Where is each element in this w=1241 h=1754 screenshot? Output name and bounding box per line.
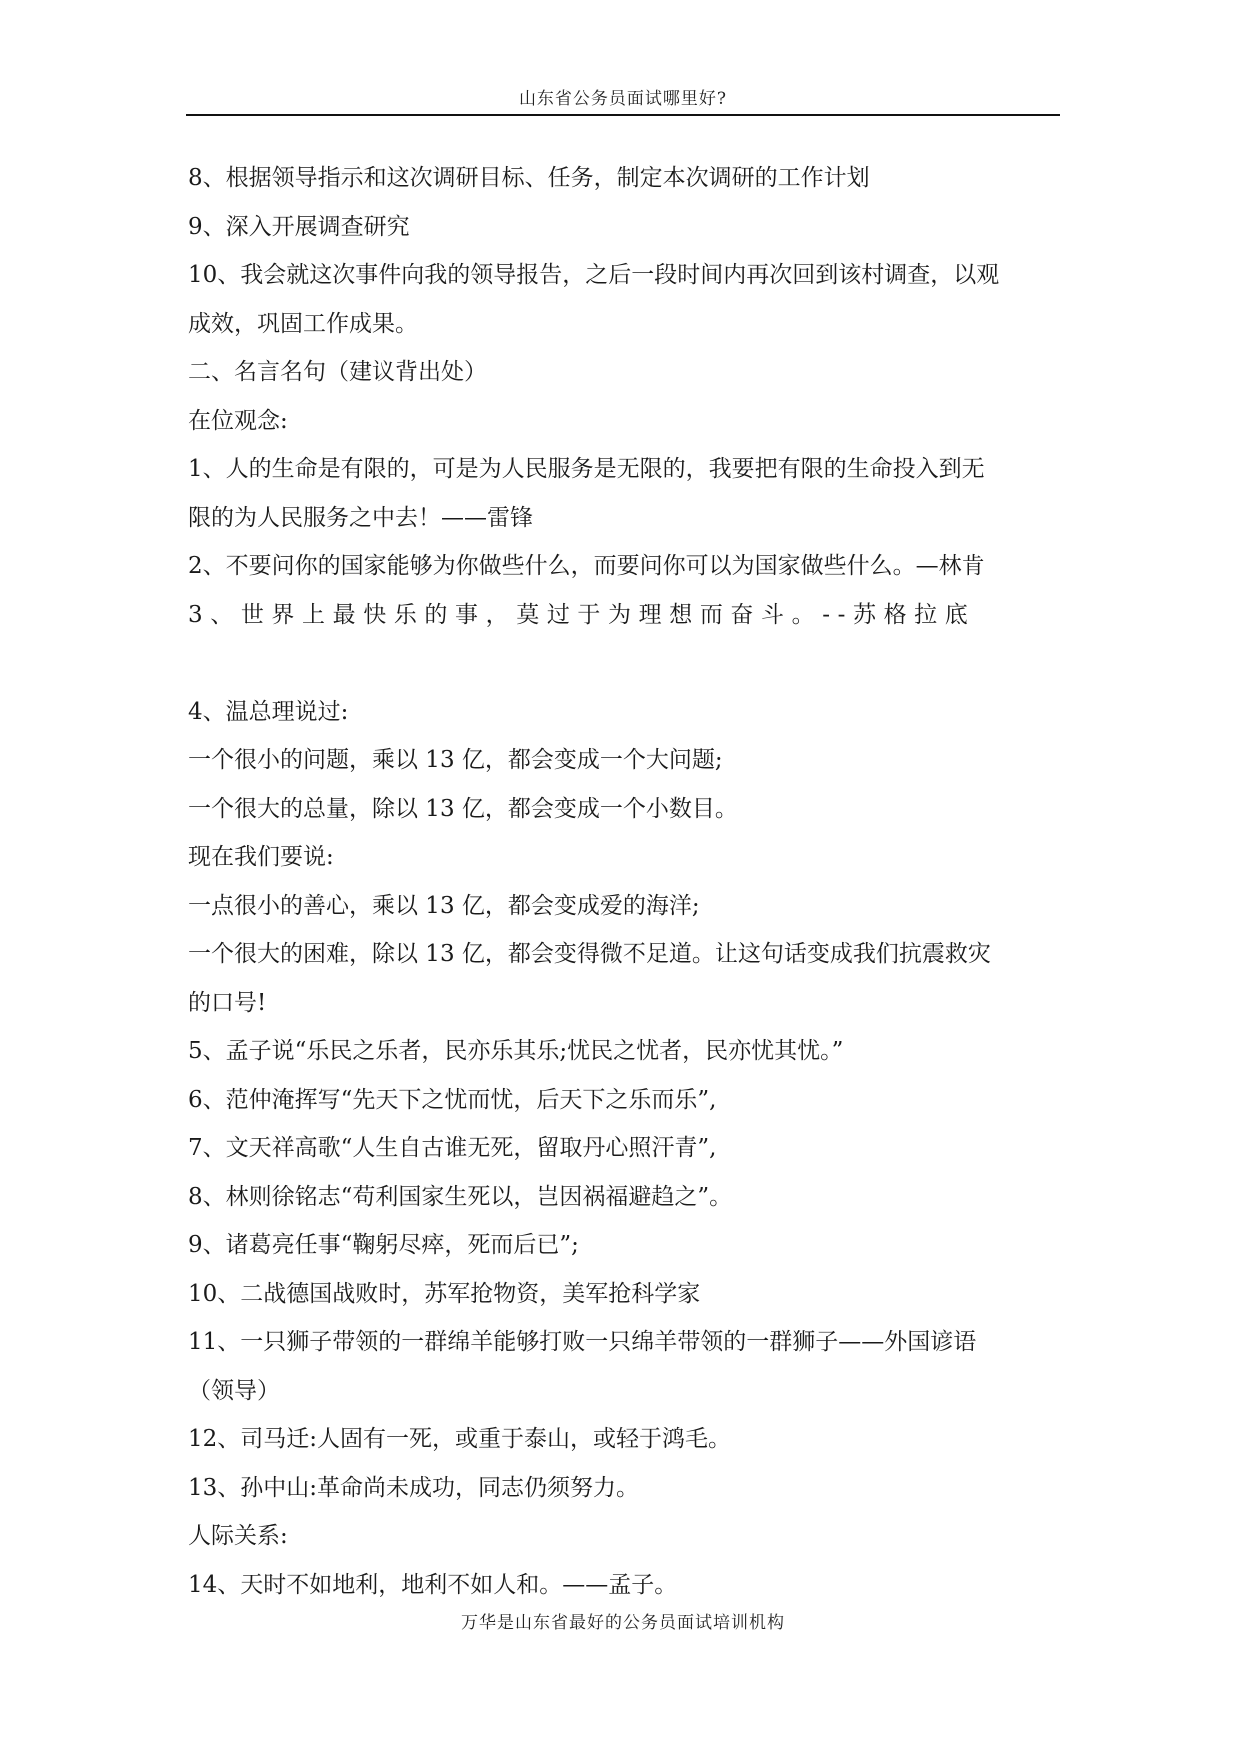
text-line: 12、司马迁:人固有一死，或重于泰山，或轻于鸿毛。 bbox=[188, 1426, 732, 1452]
document-body bbox=[188, 154, 1060, 1609]
text-line: 5、孟子说“乐民之乐者，民亦乐其乐;忧民之忧者，民亦忧其忧。” bbox=[188, 1038, 844, 1064]
text-line: 4、温总理说过: bbox=[188, 698, 349, 725]
text-line: 8、林则徐铭志“苟利国家生死以，岂因祸福避趋之”。 bbox=[188, 1183, 733, 1210]
text-line: 成效，巩固工作成果。 bbox=[188, 310, 418, 337]
text-line: 一个很大的困难，除以 13 亿，都会变得微不足道。让这句话变成我们抗震救灾 bbox=[188, 941, 991, 967]
text-line: 2、不要问你的国家能够为你做些什么，而要问你可以为国家做些什么。—林肯 bbox=[188, 553, 985, 579]
header-divider bbox=[186, 114, 1060, 116]
text-line: 10、二战德国战败时，苏军抢物资，美军抢科学家 bbox=[188, 1280, 701, 1307]
page-footer: 万华是山东省最好的公务员面试培训机构 bbox=[461, 1613, 785, 1633]
text-line: 9、深入开展调查研究 bbox=[188, 213, 410, 240]
section-heading: 二、名言名句（建议背出处） bbox=[188, 359, 487, 385]
text-line: 一个很小的问题，乘以 13 亿，都会变成一个大问题; bbox=[188, 747, 723, 773]
page-header: 山东省公务员面试哪里好? bbox=[518, 89, 728, 109]
text-line: 6、范仲淹挥写“先天下之忧而忧，后天下之乐而乐”, bbox=[188, 1086, 717, 1113]
text-line: （领导） bbox=[188, 1377, 280, 1404]
text-line: 限的为人民服务之中去！——雷锋 bbox=[188, 504, 533, 531]
text-line: 一点很小的善心，乘以 13 亿，都会变成爱的海洋; bbox=[188, 892, 700, 919]
text-line: 9、诸葛亮任事“鞠躬尽瘁，死而后已”; bbox=[188, 1232, 579, 1258]
blank-line bbox=[188, 639, 1060, 688]
text-line: 14、天时不如地利，地利不如人和。——孟子。 bbox=[188, 1571, 678, 1598]
text-line: 3、世界上最快乐的事，莫过于为理想而奋斗。--苏格拉底 bbox=[188, 601, 976, 628]
text-line: 1、人的生命是有限的，可是为人民服务是无限的，我要把有限的生命投入到无 bbox=[188, 456, 985, 482]
subsection-heading: 人际关系: bbox=[188, 1523, 288, 1549]
text-line: 8、根据领导指示和这次调研目标、任务，制定本次调研的工作计划 bbox=[188, 165, 870, 191]
text-line: 13、孙中山:革命尚未成功，同志仍须努力。 bbox=[188, 1474, 640, 1501]
text-line: 11、一只狮子带领的一群绵羊能够打败一只绵羊带领的一群狮子——外国谚语 bbox=[188, 1329, 977, 1355]
text-line: 7、文天祥高歌“人生自古谁无死，留取丹心照汗青”, bbox=[188, 1135, 717, 1161]
text-line: 10、我会就这次事件向我的领导报告，之后一段时间内再次回到该村调查，以观 bbox=[188, 262, 1000, 288]
text-line: 的口号! bbox=[188, 989, 267, 1016]
text-line: 一个很大的总量，除以 13 亿，都会变成一个小数目。 bbox=[188, 795, 738, 822]
subsection-heading: 在位观念: bbox=[188, 407, 288, 434]
text-line: 现在我们要说: bbox=[188, 844, 334, 870]
